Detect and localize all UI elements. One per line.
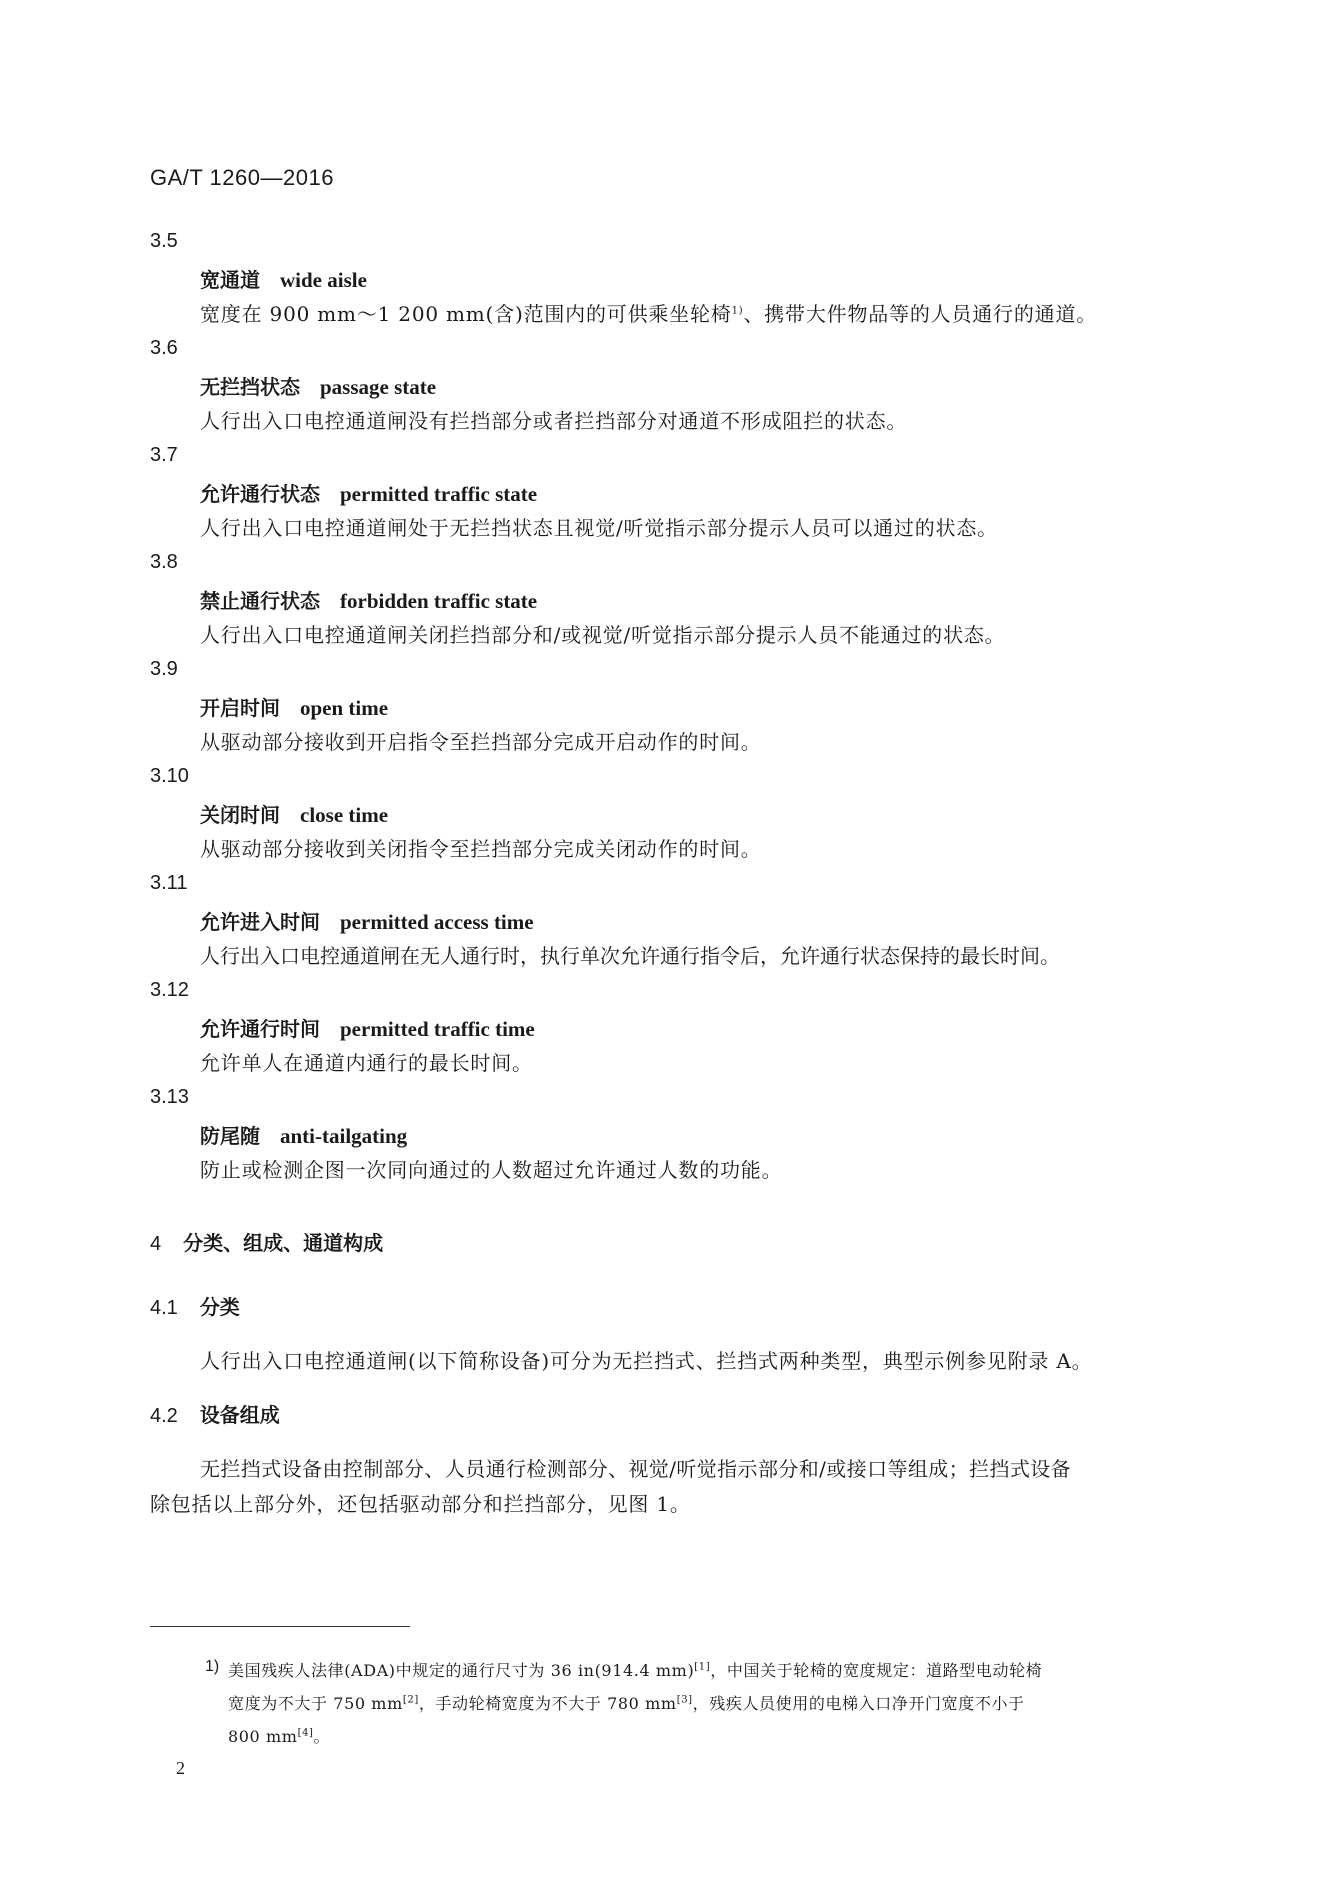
subsection-heading: [150, 1399, 280, 1428]
term-number: 3.9: [150, 658, 178, 680]
citation-ref: [1]: [694, 1661, 711, 1673]
citation-ref: [2]: [402, 1694, 419, 1706]
term-en: forbidden traffic state: [340, 589, 538, 613]
term-title: [200, 585, 537, 614]
term-definition: 防止或检测企图一次同向通过的人数超过允许通过人数的功能。: [200, 1158, 783, 1182]
term-title: [200, 1013, 535, 1042]
term-number: 3.5: [150, 230, 178, 252]
section-number: 4: [150, 1233, 162, 1255]
subsection-number: 4.2: [150, 1405, 178, 1427]
footnote-line: [228, 1691, 1025, 1714]
term-number: 3.10: [150, 765, 189, 787]
footnote-text: 。: [313, 1727, 331, 1746]
term-number: 3.12: [150, 979, 189, 1001]
term-number: 3.6: [150, 337, 178, 359]
section-heading: [150, 1227, 383, 1256]
document-header: GA/T 1260—2016: [150, 165, 334, 190]
term-definition: 人行出入口电控通道闸关闭拦挡部分和/或视觉/听觉指示部分提示人员不能通过的状态。: [200, 623, 1006, 647]
term-title: [200, 799, 388, 828]
term-zh: 禁止通行状态: [200, 589, 320, 613]
footnote-rule: [150, 1626, 410, 1627]
term-en: permitted traffic state: [340, 482, 538, 506]
term-en: permitted traffic time: [340, 1017, 535, 1041]
footnote-ref: 1): [731, 305, 744, 317]
term-zh: 关闭时间: [200, 803, 280, 827]
term-en: anti-tailgating: [280, 1124, 408, 1148]
definition-text-tail: 、携带大件物品等的人员通行的通道。: [743, 302, 1098, 326]
footnote-mark: 1): [205, 1658, 220, 1675]
footnote-text: ，中国关于轮椅的宽度规定：道路型电动轮椅: [710, 1661, 1043, 1680]
subsection-title: 设备组成: [199, 1403, 280, 1427]
term-definition: 人行出入口电控通道闸在无人通行时，执行单次允许通行指令后，允许通行状态保持的最长时间。: [200, 944, 1060, 968]
footnote-text: ，残疾人员使用的电梯入口净开门宽度不小于: [692, 1694, 1025, 1713]
subsection-title: 分类: [199, 1295, 240, 1319]
subsection-heading: [150, 1291, 240, 1320]
term-zh: 开启时间: [200, 696, 280, 720]
term-title: [200, 478, 537, 507]
footnote-text: 美国残疾人法律(ADA)中规定的通行尺寸为 36 in(914.4 mm): [228, 1661, 695, 1680]
term-zh: 宽通道: [200, 268, 260, 292]
term-definition: 人行出入口电控通道闸没有拦挡部分或者拦挡部分对通道不形成阻拦的状态。: [200, 409, 908, 433]
footnote-text: 宽度为不大于 750 mm: [228, 1694, 403, 1713]
term-zh: 防尾随: [200, 1124, 260, 1148]
paragraph: 除包括以上部分外，还包括驱动部分和拦挡部分，见图 1。: [150, 1492, 691, 1516]
term-definition: 从驱动部分接收到关闭指令至拦挡部分完成关闭动作的时间。: [200, 837, 762, 861]
term-zh: 允许进入时间: [200, 910, 320, 934]
citation-ref: [4]: [297, 1727, 314, 1739]
term-definition: 人行出入口电控通道闸处于无拦挡状态且视觉/听觉指示部分提示人员可以通过的状态。: [200, 516, 998, 540]
section-title: 分类、组成、通道构成: [183, 1231, 384, 1255]
footnote-line: [228, 1724, 330, 1747]
term-number: 3.13: [150, 1086, 189, 1108]
term-title: [200, 692, 388, 721]
footnote-text: 800 mm: [228, 1727, 298, 1746]
term-title: [200, 1120, 407, 1149]
paragraph: 无拦挡式设备由控制部分、人员通行检测部分、视觉/听觉指示部分和/或接口等组成；拦挡式设备: [200, 1457, 1072, 1481]
term-number: 3.11: [150, 872, 188, 894]
subsection-number: 4.1: [150, 1297, 178, 1319]
definition-text: 宽度在 900 mm～1 200 mm(含)范围内的可供乘坐轮椅: [200, 302, 732, 326]
footnote-text: ，手动轮椅宽度为不大于 780 mm: [418, 1694, 677, 1713]
citation-ref: [3]: [676, 1694, 693, 1706]
term-en: wide aisle: [280, 268, 367, 292]
footnote-line: [228, 1658, 1042, 1681]
term-zh: 允许通行时间: [200, 1017, 320, 1041]
term-definition: 允许单人在通道内通行的最长时间。: [200, 1051, 533, 1075]
term-en: close time: [300, 803, 389, 827]
paragraph: 人行出入口电控通道闸(以下简称设备)可分为无拦挡式、拦挡式两种类型，典型示例参见附录 A。: [200, 1349, 1093, 1373]
term-title: [200, 264, 367, 293]
term-number: 3.8: [150, 551, 178, 573]
term-definition: 从驱动部分接收到开启指令至拦挡部分完成开启动作的时间。: [200, 730, 762, 754]
page-number: 2: [176, 1758, 185, 1778]
term-zh: 无拦挡状态: [200, 375, 300, 399]
term-definition: [200, 298, 1097, 327]
term-zh: 允许通行状态: [200, 482, 320, 506]
term-en: permitted access time: [340, 910, 534, 934]
term-title: [200, 371, 436, 400]
term-en: passage state: [320, 375, 437, 399]
term-number: 3.7: [150, 444, 178, 466]
term-title: [200, 906, 534, 935]
term-en: open time: [300, 696, 389, 720]
